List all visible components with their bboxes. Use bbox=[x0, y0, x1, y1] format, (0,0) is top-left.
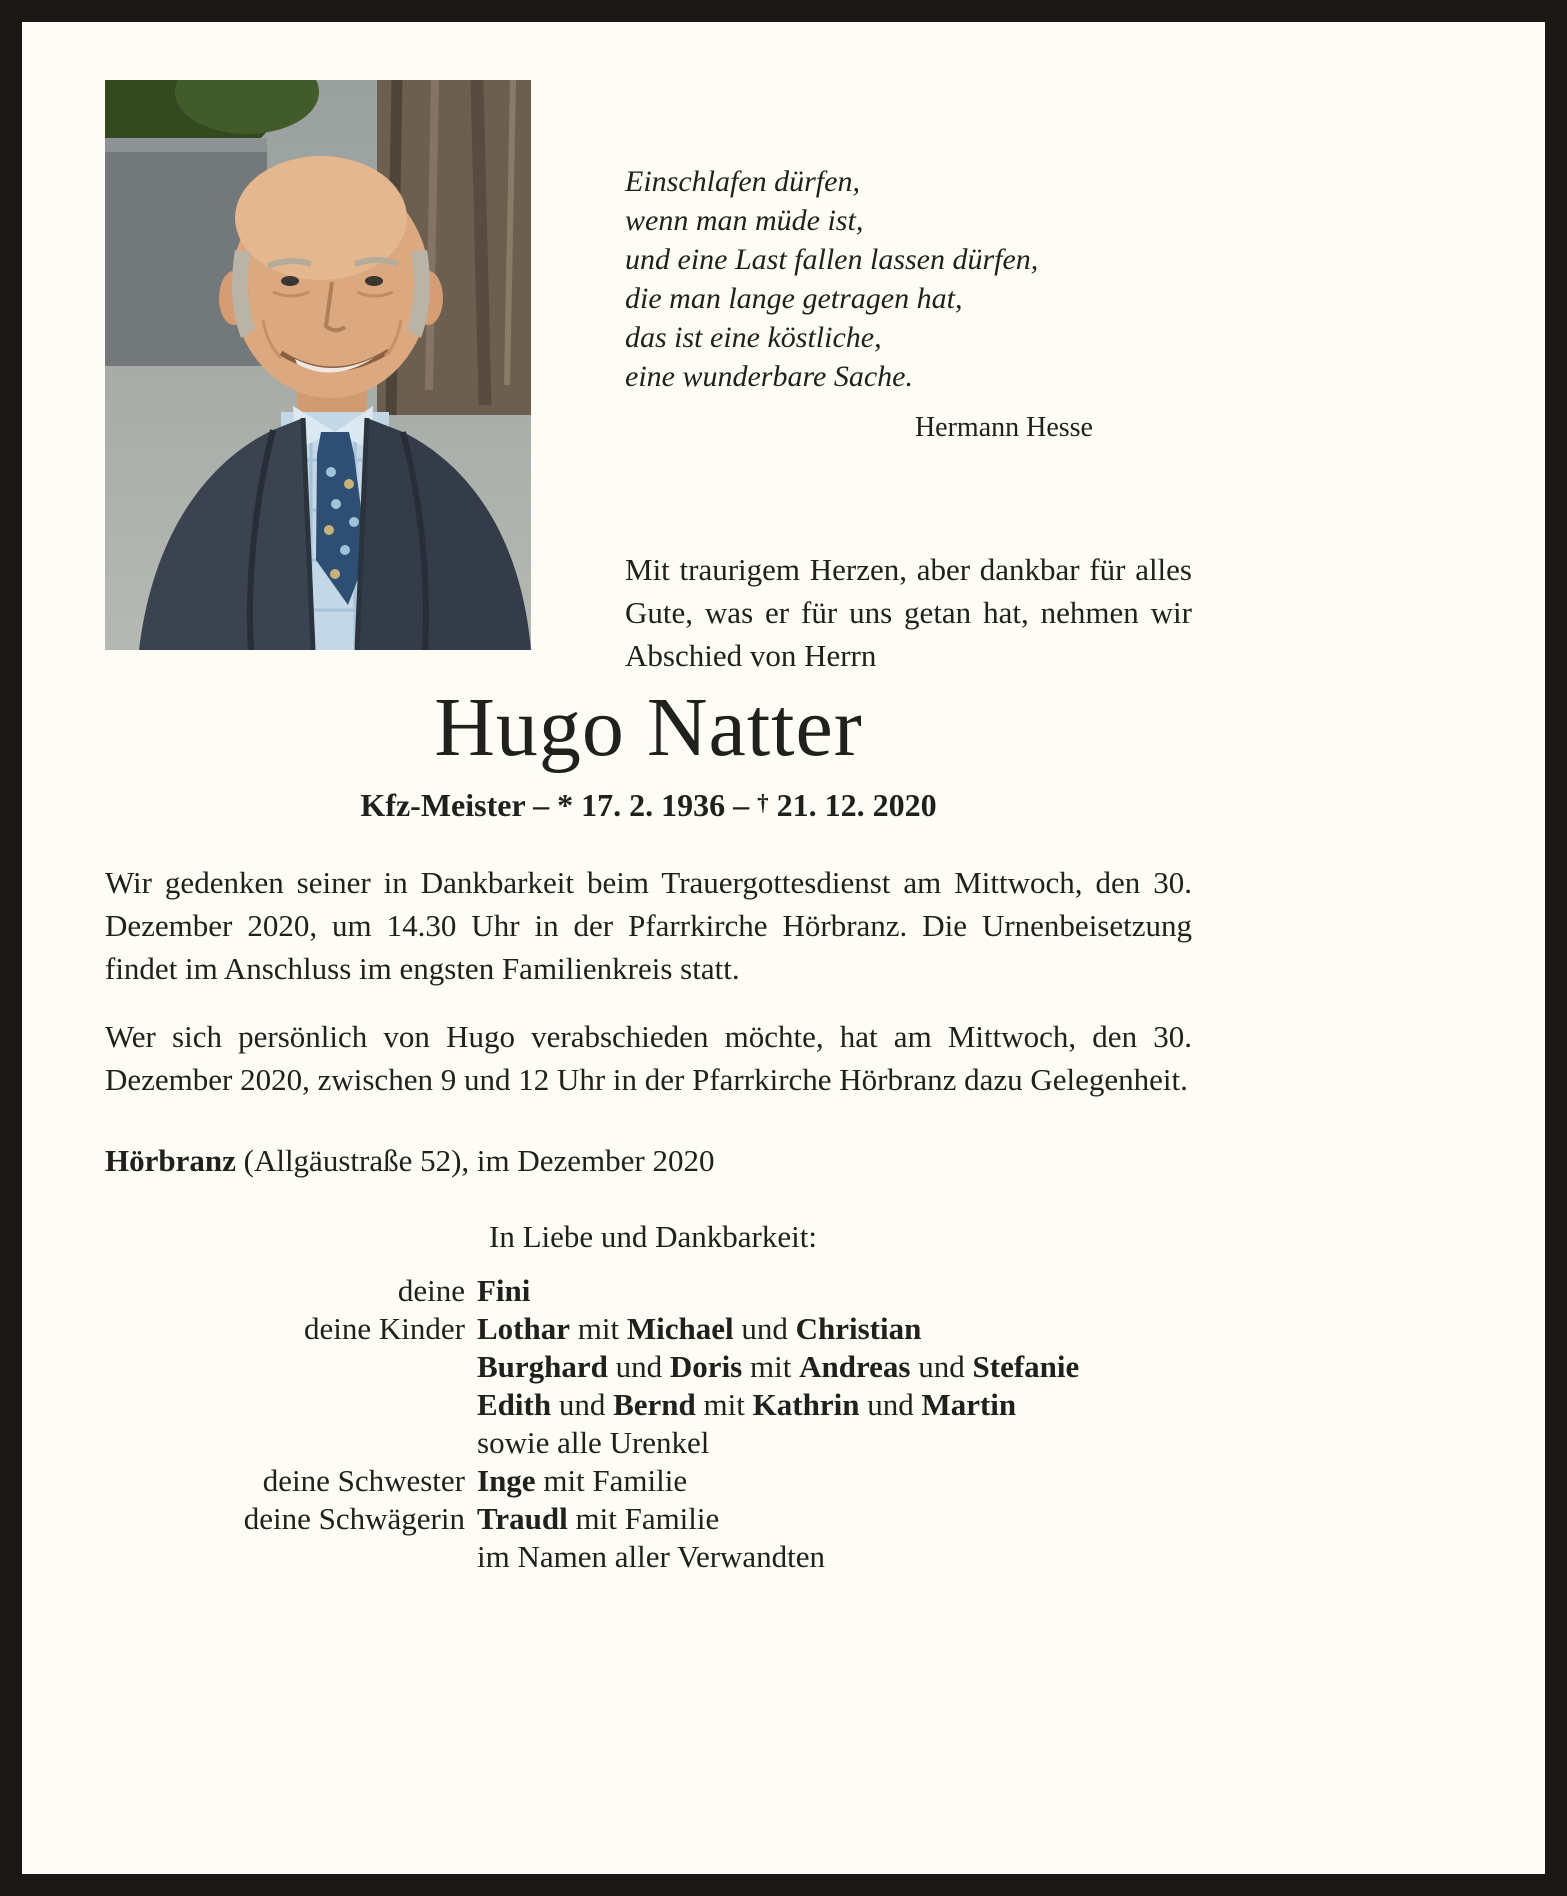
deceased-name: Hugo Natter bbox=[434, 681, 863, 774]
place-city: Hörbranz bbox=[105, 1143, 236, 1178]
family-member-name: Lothar bbox=[477, 1311, 570, 1346]
family-relation-label bbox=[105, 1386, 477, 1424]
family-names bbox=[477, 1424, 1192, 1462]
family-row bbox=[105, 1310, 1192, 1348]
family-text: sowie alle Urenkel bbox=[477, 1425, 710, 1460]
family-row bbox=[105, 1386, 1192, 1424]
family-text: und bbox=[859, 1387, 922, 1422]
family-text: und bbox=[551, 1387, 614, 1422]
family-member-name: Burghard bbox=[477, 1349, 608, 1384]
family-member-name: Edith bbox=[477, 1387, 552, 1422]
family-member-name: Stefanie bbox=[972, 1349, 1080, 1384]
obituary-card bbox=[22, 22, 1545, 1874]
family-names bbox=[477, 1500, 1192, 1538]
portrait-photo-graphic bbox=[105, 80, 531, 650]
family-relation-label bbox=[105, 1424, 477, 1462]
family-relation-label: deine Kinder bbox=[304, 1311, 465, 1346]
place-date-line bbox=[105, 1139, 1192, 1182]
family-text: mit bbox=[742, 1349, 800, 1384]
poem-line: eine wunderbare Sache. bbox=[625, 360, 913, 393]
family-row bbox=[105, 1462, 1192, 1500]
poem-line: Einschlafen dürfen, bbox=[625, 165, 860, 198]
family-text: mit Familie bbox=[567, 1501, 720, 1536]
death-symbol: † bbox=[757, 789, 769, 815]
family-member-name: Andreas bbox=[799, 1349, 911, 1384]
family-text: und bbox=[733, 1311, 796, 1346]
birth-date: 17. 2. 1936 – bbox=[581, 787, 750, 823]
family-row bbox=[105, 1500, 1192, 1538]
family-names bbox=[477, 1348, 1192, 1386]
deceased-dates-line bbox=[105, 780, 1192, 827]
family-row bbox=[105, 1538, 1192, 1576]
family-relation-label: deine Schwägerin bbox=[243, 1501, 465, 1536]
family-text: mit bbox=[570, 1311, 627, 1346]
family-relation-label bbox=[105, 1348, 477, 1386]
poem-line: das ist eine köstliche, bbox=[625, 321, 882, 354]
family-section bbox=[105, 1218, 1192, 1576]
family-text: mit Familie bbox=[535, 1463, 688, 1498]
family-names bbox=[477, 1386, 1192, 1424]
intro-text: Mit traurigem Herzen, aber dankbar für alles Gute, was er für uns getan hat, nehmen wir Abschied von Herrn bbox=[625, 552, 1192, 673]
closing-heading: In Liebe und Dankbarkeit: bbox=[489, 1219, 817, 1254]
family-member-name: Michael bbox=[626, 1311, 734, 1346]
family-relation-label bbox=[105, 1538, 477, 1576]
family-relation-label: deine bbox=[397, 1273, 465, 1308]
farewell-paragraph: Wer sich persönlich von Hugo verabschieden möchte, hat am Mittwoch, den 30. Dezember 2020, zwischen 9 und 12 Uhr in der Pfarrkirche Hörbranz dazu Gelegenheit. bbox=[105, 1019, 1192, 1097]
family-relation-label: deine Schwester bbox=[262, 1463, 465, 1498]
memorial-poem bbox=[625, 162, 1107, 447]
main-content bbox=[105, 672, 1192, 1576]
family-list bbox=[105, 1272, 1192, 1576]
family-names bbox=[477, 1272, 1192, 1310]
family-member-name: Martin bbox=[921, 1387, 1017, 1422]
death-date: 21. 12. 2020 bbox=[776, 787, 937, 823]
family-member-name: Doris bbox=[669, 1349, 743, 1384]
family-text: und bbox=[607, 1349, 670, 1384]
family-names bbox=[477, 1310, 1192, 1348]
family-row bbox=[105, 1424, 1192, 1462]
family-row bbox=[105, 1348, 1192, 1386]
family-text: mit bbox=[695, 1387, 753, 1422]
family-member-name: Inge bbox=[477, 1463, 536, 1498]
family-member-name: Fini bbox=[477, 1273, 531, 1308]
poem-line: wenn man müde ist, bbox=[625, 204, 864, 237]
portrait-photo bbox=[105, 80, 531, 650]
family-names bbox=[477, 1462, 1192, 1500]
family-names bbox=[477, 1538, 1192, 1576]
place-rest: (Allgäustraße 52), im Dezember 2020 bbox=[235, 1143, 715, 1178]
birth-symbol: * bbox=[557, 787, 574, 823]
family-member-name: Kathrin bbox=[752, 1387, 860, 1422]
poem-attribution: Hermann Hesse bbox=[914, 412, 1093, 443]
family-row bbox=[105, 1272, 1192, 1310]
poem-line: und eine Last fallen lassen dürfen, bbox=[625, 243, 1039, 276]
family-text: im Namen aller Verwandten bbox=[477, 1539, 826, 1574]
family-text: und bbox=[910, 1349, 973, 1384]
poem-line: die man lange getragen hat, bbox=[625, 282, 963, 315]
family-member-name: Christian bbox=[795, 1311, 922, 1346]
service-paragraph: Wir gedenken seiner in Dankbarkeit beim Trauergottesdienst am Mittwoch, den 30. Dezember 2020, um 14.30 Uhr in der Pfarrkirche Hörbranz. Die Urnenbeisetzung findet im Anschluss im engsten Familienkreis statt. bbox=[105, 865, 1192, 986]
family-member-name: Traudl bbox=[477, 1501, 568, 1536]
family-member-name: Bernd bbox=[613, 1387, 696, 1422]
profession: Kfz-Meister – bbox=[360, 787, 550, 823]
